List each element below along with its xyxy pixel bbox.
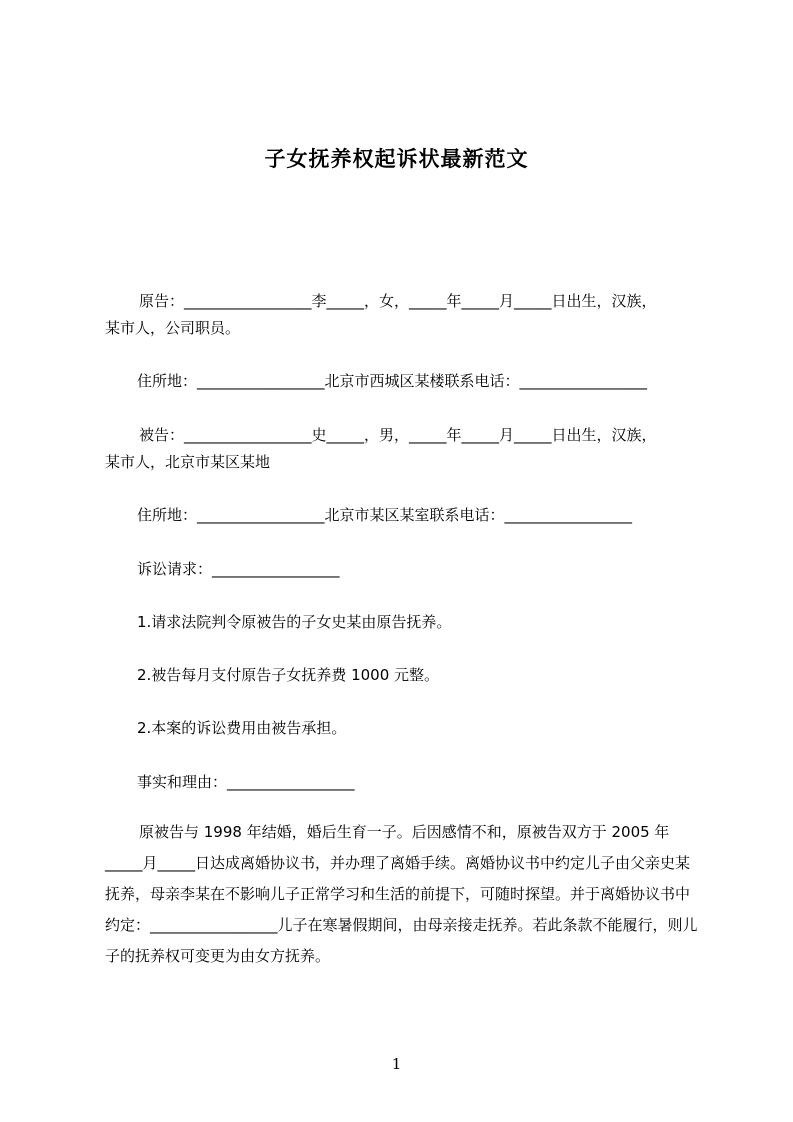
- plaintiff-line-1: 原告：_________________李_____，女，_____年_____月_____日出生，汉族，: [139, 292, 657, 310]
- claims-heading: 诉讼请求：_________________: [137, 560, 340, 578]
- plaintiff-line-2: 某市人，公司职员。: [105, 319, 241, 337]
- claim-item: 2.本案的诉讼费用由被告承担。: [137, 719, 347, 737]
- defendant-address: 住所地：_________________北京市某区某室联系电话：_________________: [137, 506, 633, 524]
- claim-item: 1.请求法院判令原被告的子女史某由原告抚养。: [137, 613, 452, 631]
- defendant-line-1: 被告：_________________史_____，男，_____年_____月_____日出生，汉族，: [139, 426, 657, 444]
- claim-item: 2.被告每月支付原告子女抚养费 1000 元整。: [137, 666, 440, 684]
- document-title: 子女抚养权起诉状最新范文: [264, 147, 529, 171]
- plaintiff-address: 住所地：_________________北京市西城区某楼联系电话：_________________: [137, 372, 648, 390]
- defendant-line-2: 某市人，北京市某区某地: [105, 453, 271, 471]
- facts-paragraph: 原被告与 1998 年结婚，婚后生育一子。后因感情不和，原被告双方于 2005 年_____月_____日达成离婚协议书，并办理了离婚手续。离婚协议书中约定儿子由父亲史某抚养，母亲李某在不影响儿子正常学习和生活的前提下，可随时探望。并于离婚协议书中约定：_________________儿子在寒暑假期间，由母亲接走抚养。若此条款不能履行，则儿子的抚养权可变更为由女方抚养。: [105, 823, 698, 965]
- page-number: 1: [391, 1055, 402, 1073]
- facts-heading: 事实和理由：_________________: [137, 773, 355, 791]
